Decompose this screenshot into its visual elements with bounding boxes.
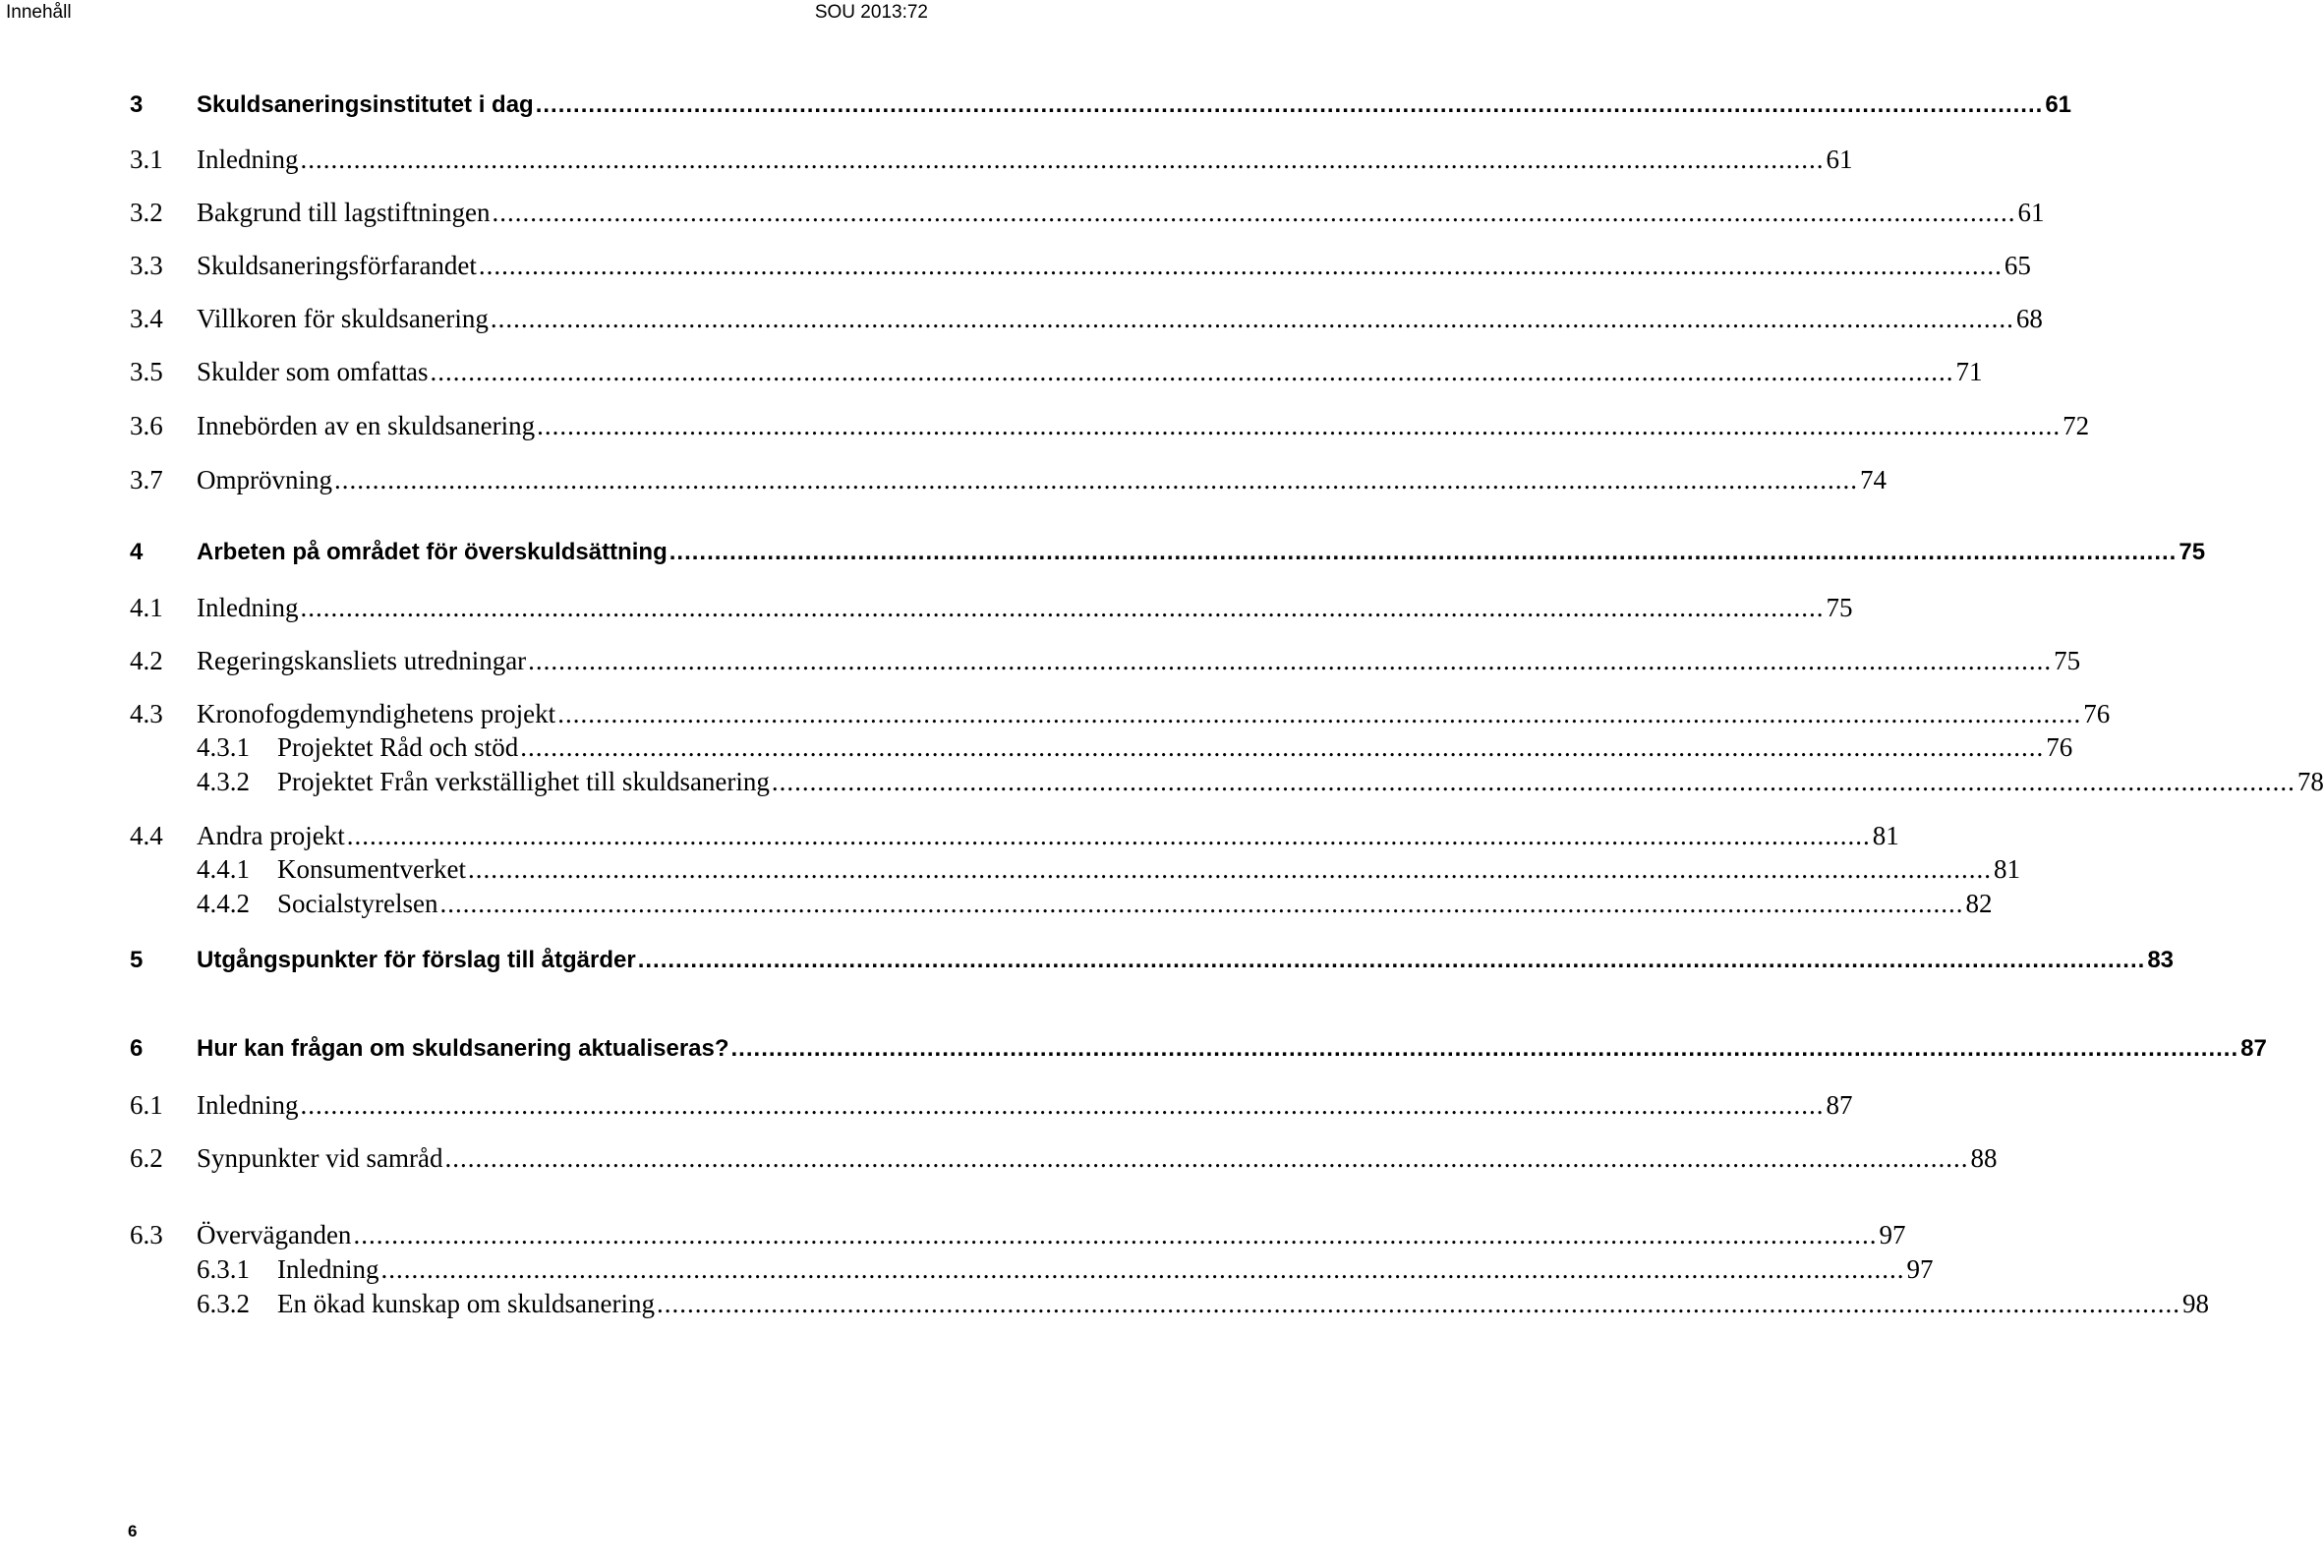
- toc-entry-3-4[interactable]: [130, 304, 2043, 339]
- header-document-id: SOU 2013:72: [814, 2, 928, 23]
- toc-entry-4-1[interactable]: [130, 593, 1853, 628]
- toc-entry-page: 87: [1826, 1090, 1853, 1120]
- toc-entry-page: 76: [2046, 732, 2073, 762]
- toc-entry-number: 3.6: [130, 411, 163, 440]
- toc-dot-leader: ........................................................................................................................................................................................................: [467, 854, 1992, 884]
- toc-entry-title: Konsumentverket: [277, 854, 466, 884]
- toc-entry-page: 98: [2181, 1289, 2209, 1318]
- toc-entry-4-3-2[interactable]: [130, 767, 2324, 802]
- toc-entry-number: 4.2: [130, 646, 163, 675]
- toc-dot-leader: ........................................................................................................................................................................................................: [430, 357, 1954, 386]
- toc-entry-title: En ökad kunskap om skuldsanering: [277, 1289, 655, 1318]
- toc-entry-page: 81: [1872, 821, 1899, 850]
- toc-entry-title: Villkoren för skuldsanering: [197, 304, 489, 333]
- toc-dot-leader: ........................................................................................................................................................................................................: [520, 732, 2045, 762]
- toc-entry-page: 97: [1879, 1220, 1906, 1249]
- toc-entry-page: 61: [1826, 145, 1853, 174]
- toc-entry-number: 6.3.2: [197, 1289, 250, 1318]
- toc-dot-leader: ........................................................................................................................................................................................................: [528, 646, 2053, 675]
- toc-dot-leader: ........................................................................................................................................................................................................: [557, 699, 2082, 728]
- toc-entry-page: 78: [2296, 767, 2324, 796]
- toc-entry-title: Hur kan frågan om skuldsanering aktualiseras?: [197, 1035, 729, 1062]
- header-section-label: Innehåll: [6, 2, 72, 23]
- toc-entry-title: Kronofogdemyndighetens projekt: [197, 699, 556, 728]
- toc-dot-leader: ........................................................................................................................................................................................................: [490, 304, 2014, 333]
- toc-entry-number: 3: [130, 91, 144, 118]
- toc-entry-3-1[interactable]: [130, 145, 1853, 180]
- toc-entry-3-3[interactable]: [130, 251, 2031, 286]
- toc-entry-4[interactable]: [130, 539, 2206, 574]
- toc-entry-page: 71: [1955, 357, 1983, 386]
- toc-dot-leader: ........................................................................................................................................................................................................: [771, 767, 2295, 796]
- toc-entry-number: 3.7: [130, 465, 163, 494]
- toc-dot-leader: ........................................................................................................................................................................................................: [492, 198, 2016, 227]
- toc-entry-number: 3.1: [130, 145, 163, 174]
- toc-entry-page: 82: [1965, 889, 1993, 918]
- toc-entry-3-5[interactable]: [130, 357, 1983, 392]
- toc-entry-title: Skuldsaneringsförfarandet: [197, 251, 477, 280]
- toc-entry-title: Projektet Från verkställighet till skuldsanering: [277, 767, 770, 796]
- toc-entry-page: 75: [2054, 646, 2081, 675]
- toc-entry-page: 76: [2083, 699, 2111, 728]
- toc-entry-number: 6.1: [130, 1090, 163, 1120]
- toc-dot-leader: ........................................................................................................................................................................................................: [535, 91, 2044, 118]
- toc-entry-number: 6: [130, 1035, 144, 1062]
- toc-entry-number: 4.1: [130, 593, 163, 622]
- toc-dot-leader: ........................................................................................................................................................................................................: [444, 1143, 1969, 1173]
- toc-entry-page: 75: [1826, 593, 1853, 622]
- toc-entry-number: 4.4.2: [197, 889, 250, 918]
- toc-entry-number: 4.4: [130, 821, 163, 850]
- toc-dot-leader: ........................................................................................................................................................................................................: [300, 593, 1825, 622]
- toc-dot-leader: ........................................................................................................................................................................................................: [353, 1220, 1878, 1249]
- toc-entry-3-7[interactable]: [130, 465, 1887, 500]
- toc-entry-number: 6.3.1: [197, 1254, 250, 1284]
- toc-dot-leader: ........................................................................................................................................................................................................: [478, 251, 2003, 280]
- toc-entry-4-4[interactable]: [130, 821, 1899, 856]
- toc-entry-title: Omprövning: [197, 465, 332, 494]
- toc-entry-title: Arbeten på området för överskuldsättning: [197, 539, 668, 565]
- toc-entry-number: 5: [130, 947, 144, 973]
- toc-dot-leader: ........................................................................................................................................................................................................: [439, 889, 1964, 918]
- toc-entry-title: Socialstyrelsen: [277, 889, 438, 918]
- toc-entry-number: 3.5: [130, 357, 163, 386]
- toc-entry-title: Andra projekt: [197, 821, 345, 850]
- toc-entry-title: Inledning: [277, 1254, 379, 1284]
- toc-entry-page: 61: [2045, 91, 2072, 118]
- toc-entry-number: 4.3.1: [197, 732, 250, 762]
- toc-dot-leader: ........................................................................................................................................................................................................: [637, 947, 2146, 973]
- toc-entry-title: Synpunkter vid samråd: [197, 1143, 443, 1173]
- toc-dot-leader: ........................................................................................................................................................................................................: [334, 465, 1858, 494]
- toc-entry-page: 87: [2240, 1035, 2267, 1062]
- toc-entry-3-2[interactable]: [130, 198, 2045, 233]
- toc-entry-4-4-2[interactable]: [130, 889, 1993, 924]
- toc-entry-page: 97: [1906, 1254, 1934, 1284]
- toc-entry-title: Inledning: [197, 1090, 299, 1120]
- toc-entry-page: 61: [2017, 198, 2045, 227]
- toc-dot-leader: ........................................................................................................................................................................................................: [300, 145, 1825, 174]
- toc-entry-title: Regeringskansliets utredningar: [197, 646, 527, 675]
- toc-entry-title: Inledning: [197, 145, 299, 174]
- toc-entry-title: Bakgrund till lagstiftningen: [197, 198, 491, 227]
- toc-entry-6-3-2[interactable]: [130, 1289, 2209, 1324]
- toc-entry-4-3-1[interactable]: [130, 732, 2073, 768]
- toc-dot-leader: ........................................................................................................................................................................................................: [346, 821, 1871, 850]
- toc-entry-title: Inledning: [197, 593, 299, 622]
- toc-dot-leader: ........................................................................................................................................................................................................: [668, 539, 2178, 565]
- toc-entry-page: 68: [2015, 304, 2043, 333]
- toc-entry-number: 4.4.1: [197, 854, 250, 884]
- toc-entry-number: 4: [130, 539, 144, 565]
- page-header: [0, 0, 944, 33]
- toc-entry-number: 4.3: [130, 699, 163, 728]
- toc-entry-number: 6.2: [130, 1143, 163, 1173]
- toc-entry-6-3-1[interactable]: [130, 1254, 1934, 1290]
- toc-entry-6[interactable]: [130, 1035, 2267, 1071]
- toc-entry-title: Innebörden av en skuldsanering: [197, 411, 536, 440]
- toc-entry-4-2[interactable]: [130, 646, 2081, 681]
- toc-entry-page: 72: [2063, 411, 2090, 440]
- toc-entry-page: 81: [1993, 854, 2020, 884]
- toc-entry-6-3[interactable]: [130, 1220, 1906, 1255]
- toc-entry-4-3[interactable]: [130, 699, 2111, 734]
- toc-dot-leader: ........................................................................................................................................................................................................: [730, 1035, 2239, 1062]
- toc-entry-title: Skuldsaneringsinstitutet i dag: [197, 91, 534, 118]
- toc-entry-number: 6.3: [130, 1220, 163, 1249]
- toc-entry-4-4-1[interactable]: [130, 854, 2020, 890]
- toc-entry-5[interactable]: [130, 947, 2175, 982]
- toc-entry-3-6[interactable]: [130, 411, 2090, 446]
- toc-dot-leader: ........................................................................................................................................................................................................: [537, 411, 2062, 440]
- toc-entry-title: Projektet Råd och stöd: [277, 732, 519, 762]
- toc-entry-number: 4.3.2: [197, 767, 250, 796]
- toc-entry-page: 75: [2179, 539, 2206, 565]
- toc-entry-page: 88: [1970, 1143, 1998, 1173]
- toc-entry-title: Överväganden: [197, 1220, 352, 1249]
- toc-entry-3[interactable]: [130, 91, 2072, 127]
- toc-entry-title: Skulder som omfattas: [197, 357, 429, 386]
- toc-entry-6-2[interactable]: [130, 1143, 1998, 1179]
- toc-dot-leader: ........................................................................................................................................................................................................: [380, 1254, 1905, 1284]
- toc-entry-6-1[interactable]: [130, 1090, 1853, 1126]
- toc-entry-page: 74: [1860, 465, 1887, 494]
- toc-entry-page: 83: [2147, 947, 2175, 973]
- toc-entry-number: 3.3: [130, 251, 163, 280]
- toc-entry-number: 3.4: [130, 304, 163, 333]
- toc-entry-page: 65: [2004, 251, 2031, 280]
- page-number: 6: [128, 1522, 138, 1540]
- toc-entry-number: 3.2: [130, 198, 163, 227]
- toc-dot-leader: ........................................................................................................................................................................................................: [300, 1090, 1825, 1120]
- toc-entry-title: Utgångspunkter för förslag till åtgärder: [197, 947, 636, 973]
- toc-dot-leader: ........................................................................................................................................................................................................: [656, 1289, 2180, 1318]
